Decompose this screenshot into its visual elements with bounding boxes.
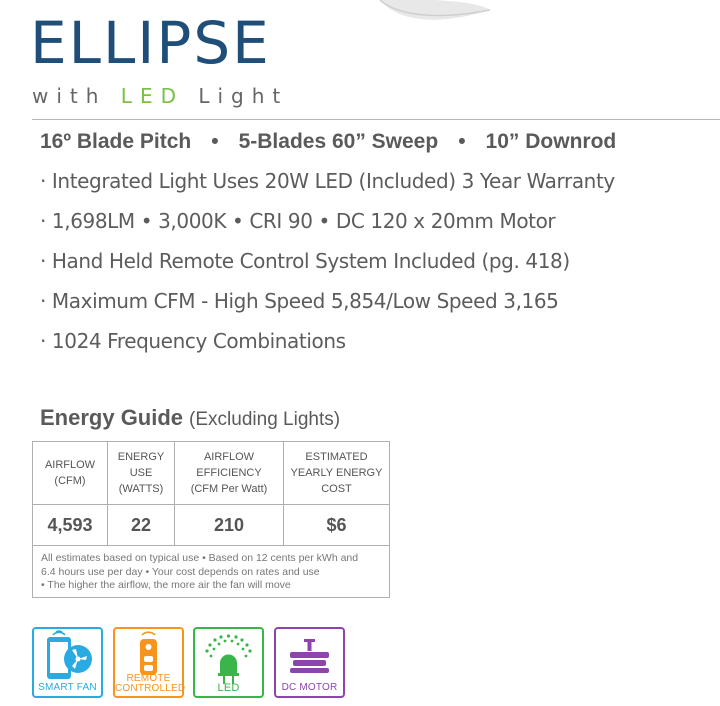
energy-header-row [33, 442, 389, 505]
subtitle-suffix: Light [183, 84, 289, 108]
value-energy-use: 22 [108, 505, 175, 546]
fan-blade-decoration [378, 0, 498, 32]
header-airflow-efficiency [175, 442, 284, 505]
energy-guide-subtitle: (Excluding Lights) [189, 409, 341, 430]
dc-motor-badge [274, 627, 345, 698]
feature-item: · Maximum CFM - High Speed 5,854/Low Speed 3,165 [40, 289, 559, 313]
spec-blade-sweep: 5-Blades 60” Sweep [238, 130, 439, 153]
header-line: YEARLY ENERGY [290, 467, 383, 479]
spec-separator: • [458, 130, 466, 153]
dc-motor-label: DC MOTOR [281, 682, 338, 693]
energy-guide-title: Energy Guide [40, 405, 184, 430]
feature-item: · Hand Held Remote Control System Included (pg. 418) [40, 249, 570, 273]
feature-item: · 1024 Frequency Combinations [40, 329, 346, 353]
value-yearly-cost: $6 [284, 505, 390, 546]
header-airflow [33, 442, 108, 505]
note-line: • The higher the airflow, the more air the fan will move [41, 579, 291, 591]
subtitle-prefix: with [32, 84, 121, 108]
product-subtitle [32, 84, 288, 108]
remote-controlled-badge [113, 627, 184, 698]
remote-label-line1: REMOTE [126, 673, 171, 684]
header-line: ENERGY [117, 451, 165, 463]
product-title: ELLIPSE [30, 9, 271, 77]
header-line: (CFM Per Watt) [190, 483, 268, 495]
value-airflow-efficiency: 210 [175, 505, 284, 546]
spec-line [40, 130, 616, 154]
value-airflow: 4,593 [33, 505, 108, 546]
feature-item: · Integrated Light Uses 20W LED (Included) 3 Year Warranty [40, 169, 615, 193]
note-line: 6.4 hours use per day • Your cost depends on rates and use [41, 565, 320, 578]
energy-guide-heading [40, 405, 340, 431]
header-divider [32, 119, 720, 120]
header-line: ESTIMATED [305, 451, 368, 463]
header-line: USE [129, 467, 153, 479]
remote-label-line2: CONTROLLED [115, 683, 186, 694]
remote-label [115, 673, 186, 694]
header-energy-use [108, 442, 175, 505]
note-line: All estimates based on typical use • Based on 12 cents per kWh and [41, 552, 359, 564]
energy-guide-notes [33, 546, 389, 593]
led-label: LED [217, 682, 240, 694]
feature-item: · 1,698LM • 3,000K • CRI 90 • DC 120 x 20mm Motor [40, 209, 556, 233]
header-line: AIRFLOW [44, 459, 96, 471]
header-yearly-cost [284, 442, 390, 505]
spec-separator: • [211, 130, 219, 153]
energy-guide-table [32, 441, 390, 598]
spec-downrod: 10” Downrod [485, 130, 617, 153]
header-line: AIRFLOW [203, 451, 255, 463]
smart-fan-label: SMART FAN [38, 682, 97, 693]
header-line: EFFICIENCY [196, 467, 262, 479]
energy-value-row [33, 505, 389, 546]
header-line: (CFM) [54, 475, 86, 487]
smart-fan-badge [32, 627, 103, 698]
header-line: (WATTS) [118, 483, 164, 495]
feature-list [40, 168, 615, 368]
subtitle-led-highlight: LED [120, 84, 184, 108]
spec-blade-pitch: 16º Blade Pitch [40, 130, 192, 153]
header-line: COST [321, 483, 352, 495]
led-badge [193, 627, 264, 698]
